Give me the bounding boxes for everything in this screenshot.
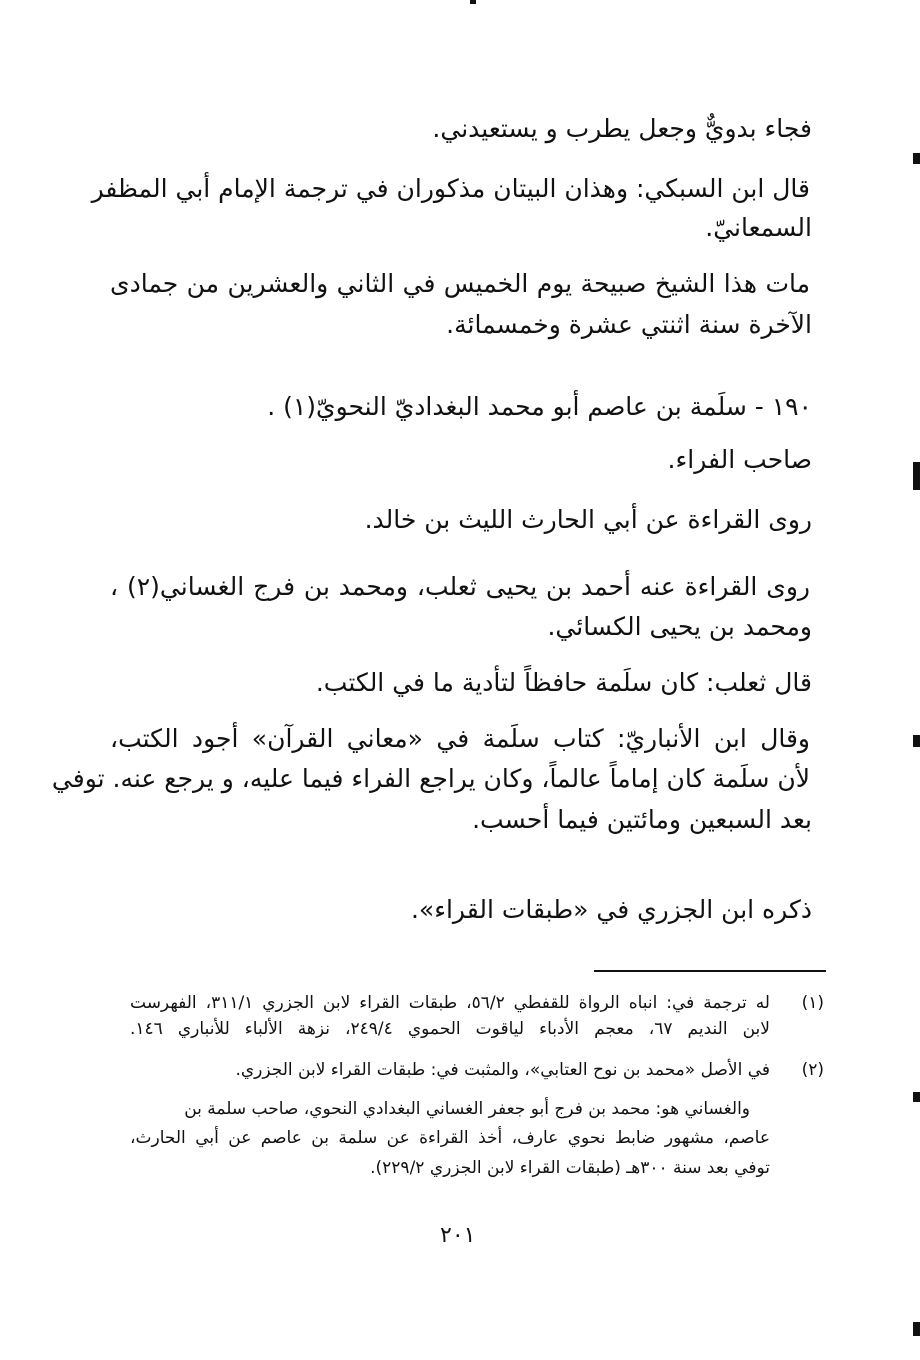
body-line: روى القراءة عن أبي الحارث الليث بن خالد. — [364, 505, 812, 534]
entry-heading: ١٩٠ - سلَمة بن عاصم أبو محمد البغداديّ النحويّ(١) . — [267, 392, 812, 421]
body-line: ذكره ابن الجزري في «طبقات القراء». — [410, 895, 812, 924]
margin-mark — [913, 1322, 920, 1336]
footnote-line: عاصم، مشهور ضابط نحوي عارف، أخذ القراءة عن سلمة بن عاصم عن أبي الحارث، — [130, 1128, 770, 1148]
body-line: صاحب الفراء. — [667, 445, 812, 474]
footnote-divider — [594, 970, 826, 972]
body-line: روى القراءة عنه أحمد بن يحيى ثعلب، ومحمد بن فرج الغساني(٢) ، — [110, 572, 810, 601]
margin-mark — [913, 735, 920, 747]
body-line: مات هذا الشيخ صبيحة يوم الخميس في الثاني والعشرين من جمادى — [110, 269, 810, 298]
page-number: ٢٠١ — [440, 1223, 476, 1248]
body-line: الآخرة سنة اثنتي عشرة وخمسمائة. — [446, 310, 812, 339]
body-line: فجاء بدويٌّ وجعل يطرب و يستعيدني. — [432, 114, 812, 143]
footnote-line: في الأصل «محمد بن نوح العتابي»، والمثبت في: طبقات القراء لابن الجزري. — [235, 1060, 770, 1080]
body-line: قال ابن السبكي: وهذان البيتان مذكوران في ترجمة الإمام أبي المظفر — [91, 174, 810, 203]
body-line: السمعانيّ. — [705, 213, 812, 242]
footnote-marker: (٢) — [801, 1060, 824, 1080]
footnote-line: لابن النديم ٦٧، معجم الأدباء لياقوت الحموي ٢٤٩/٤، نزهة الألباء للأنباري ١٤٦. — [130, 1019, 770, 1039]
footnote-marker: (١) — [801, 993, 824, 1013]
body-line: وقال ابن الأنباريّ: كتاب سلَمة في «معاني القرآن» أجود الكتب، — [110, 724, 810, 753]
footnote-line: له ترجمة في: انباه الرواة للقفطي ٥٦/٢، طبقات القراء لابن الجزري ٣١١/١، الفهرست — [130, 993, 770, 1013]
body-line: ومحمد بن يحيى الكسائي. — [547, 612, 812, 641]
body-line: قال ثعلب: كان سلَمة حافظاً لتأدية ما في الكتب. — [315, 668, 812, 697]
margin-mark — [913, 1092, 920, 1102]
body-line: لأن سلَمة كان إماماً عالماً، وكان يراجع الفراء فيما عليه، و يرجع عنه. توفي — [51, 764, 810, 793]
footnote-line: والغساني هو: محمد بن فرج أبو جعفر الغساني البغدادي النحوي، صاحب سلمة بن — [184, 1099, 750, 1119]
margin-mark — [913, 462, 920, 490]
margin-mark — [913, 153, 920, 164]
scan-mark — [470, 0, 476, 4]
footnote-line: توفي بعد سنة ٣٠٠هـ (طبقات القراء لابن الجزري ٢٢٩/٢). — [370, 1158, 770, 1178]
body-line: بعد السبعين ومائتين فيما أحسب. — [472, 805, 812, 834]
